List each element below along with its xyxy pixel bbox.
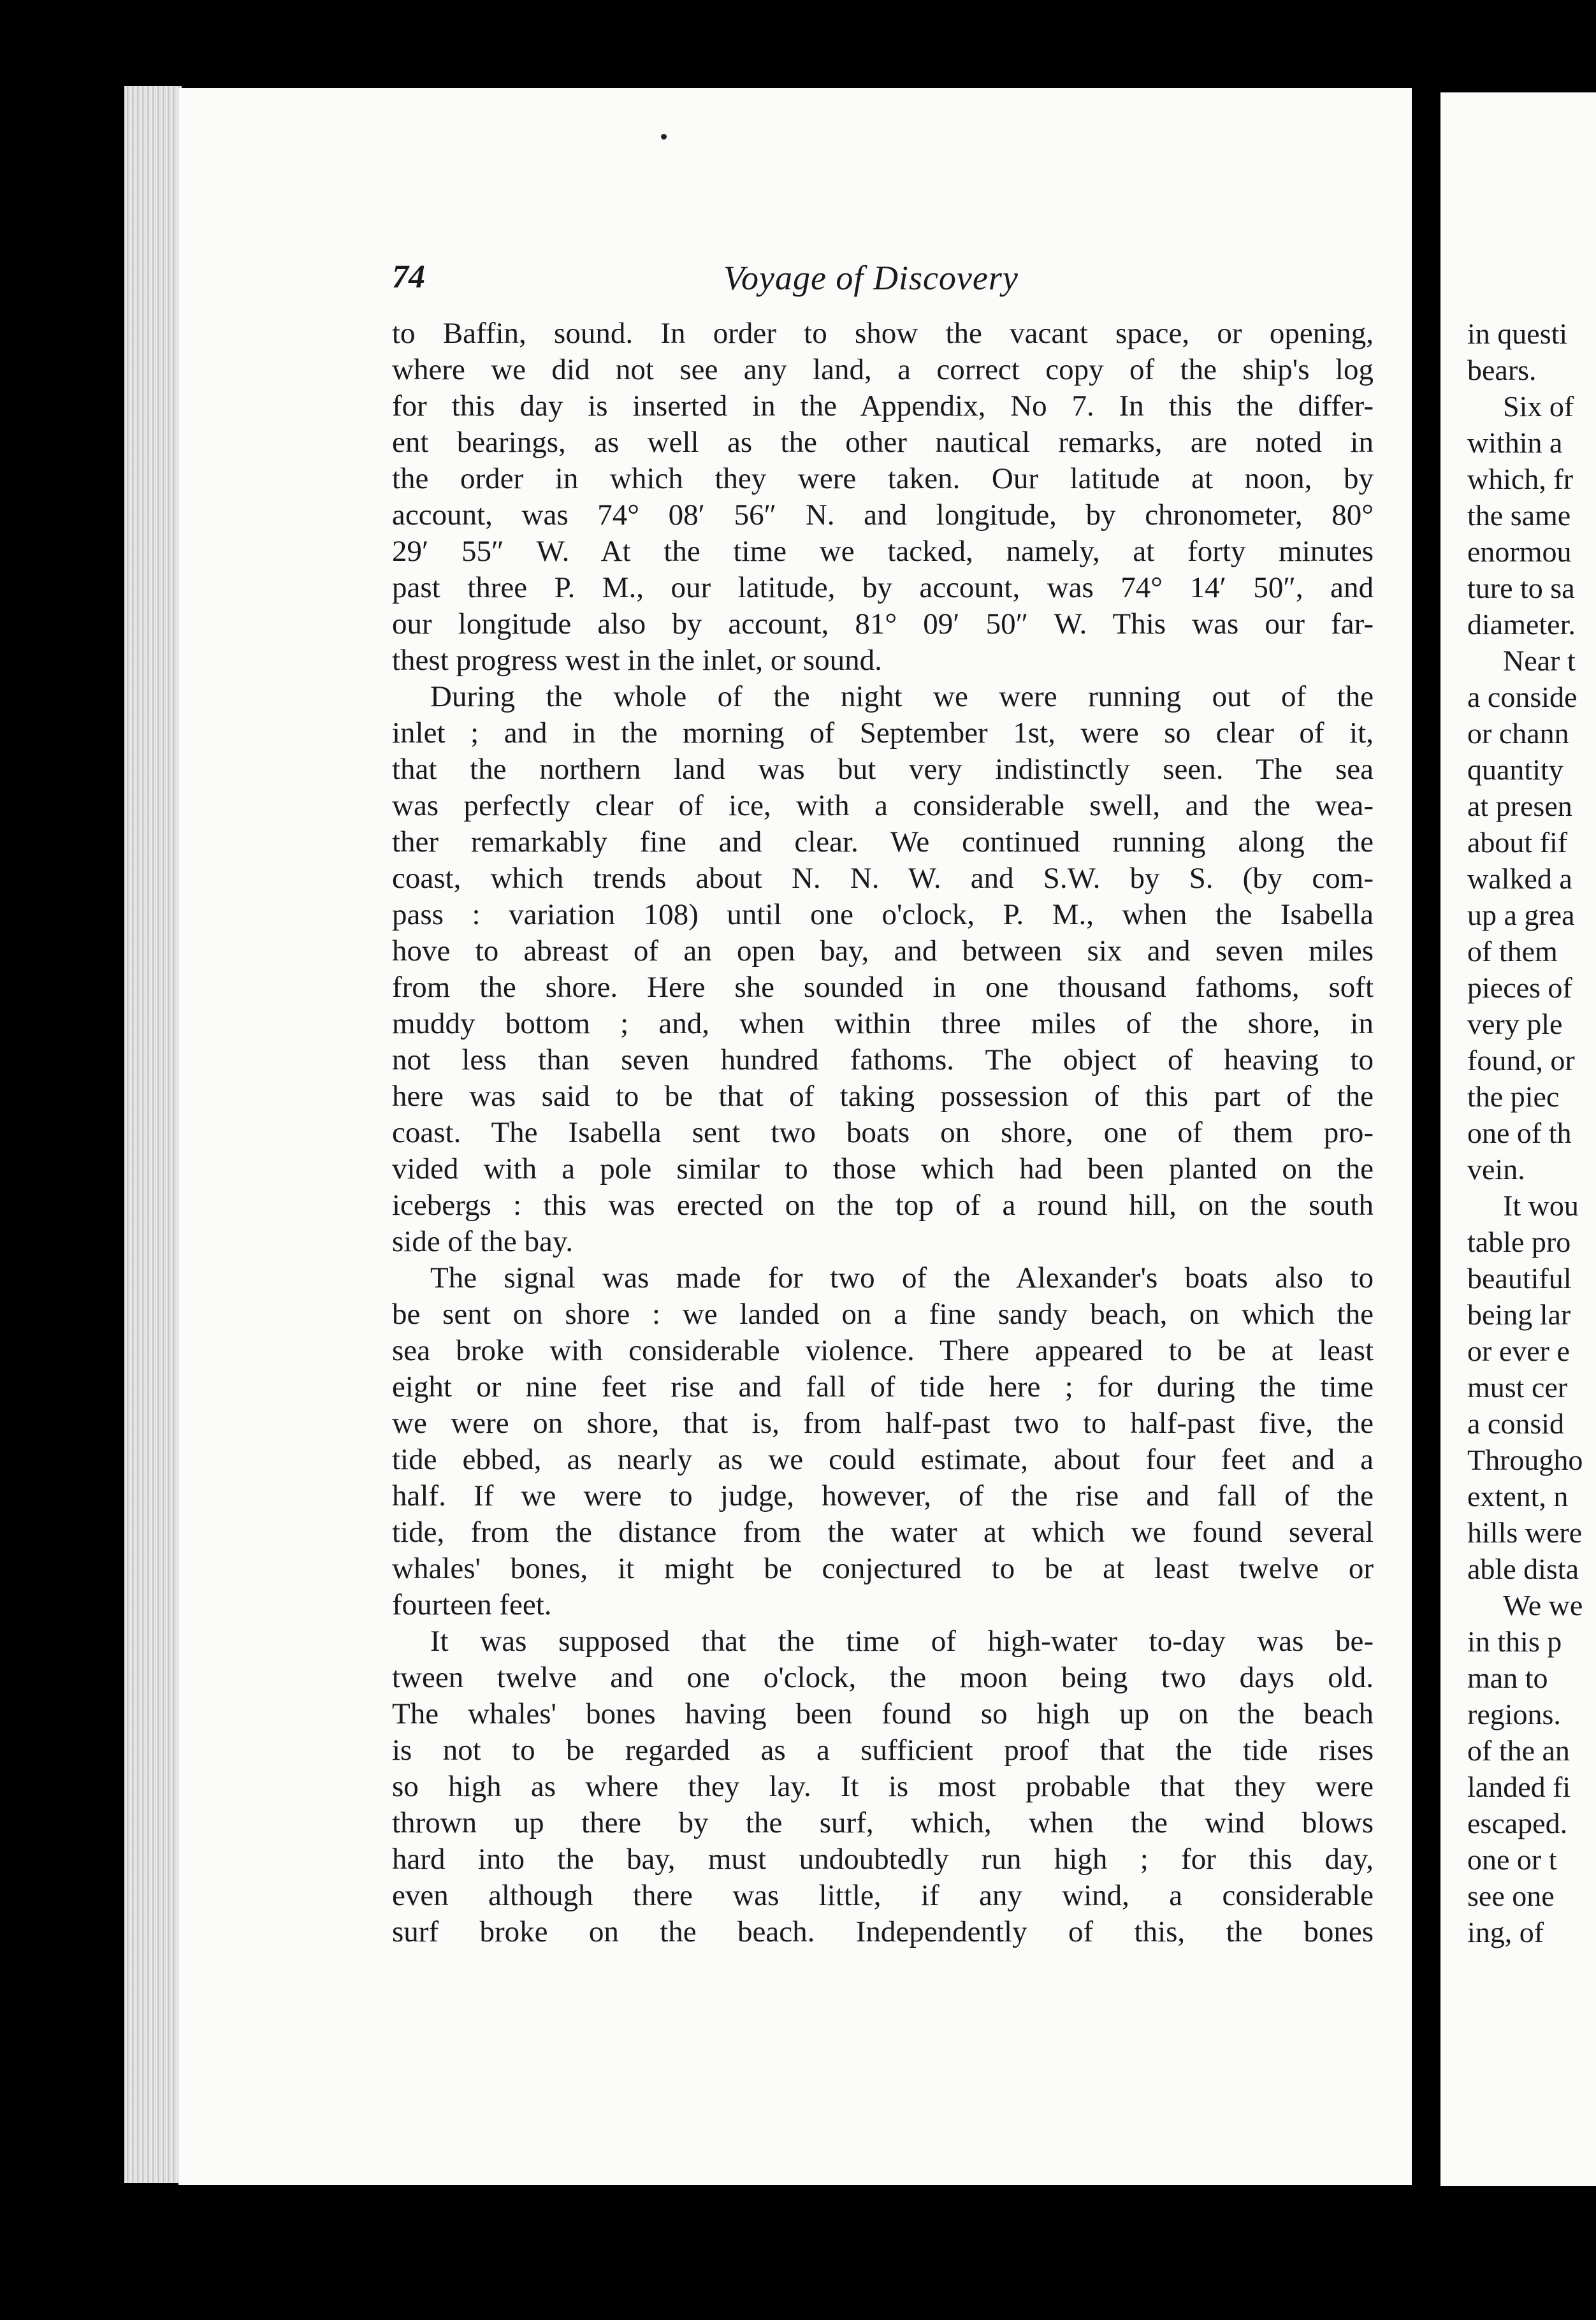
running-head: Voyage of Discovery (723, 259, 1019, 297)
text-line: was perfectly clear of ice, with a considerable swell, and the wea- (392, 789, 1374, 822)
text-line: ent bearings, as well as the other nautical remarks, are noted in (392, 426, 1374, 459)
text-line: found, or (1467, 1044, 1575, 1077)
text-line: hard into the bay, must undoubtedly run high ; for this day, (392, 1843, 1374, 1876)
text-line: It wou (1503, 1189, 1579, 1222)
text-line: hills were (1467, 1516, 1583, 1549)
text-line: in questi (1467, 317, 1568, 350)
text-line: Six of (1503, 390, 1574, 423)
text-line: surf broke on the beach. Independently of this, the bones (392, 1915, 1374, 1948)
text-line: icebergs : this was erected on the top of a round hill, on the south (392, 1189, 1374, 1222)
text-line: the piec (1467, 1080, 1560, 1113)
text-line: 29′ 55″ W. At the time we tacked, namely, at forty minutes (392, 535, 1374, 568)
book-gutter (1412, 96, 1440, 2193)
text-line: We we (1503, 1589, 1583, 1621)
text-line: During the whole of the night we were running out of the (430, 680, 1374, 713)
text-line: landed fi (1467, 1771, 1571, 1803)
text-line: or chann (1467, 717, 1569, 750)
text-line: of them (1467, 935, 1558, 968)
text-line: one or t (1467, 1843, 1557, 1876)
text-line: hove to abreast of an open bay, and between six and seven miles (392, 934, 1374, 968)
text-line: within a (1467, 426, 1563, 459)
text-line: Near t (1503, 644, 1576, 677)
text-line: tide, from the distance from the water at which we found several (392, 1516, 1374, 1549)
right-page-body (1467, 315, 1596, 1950)
page-header (392, 258, 1374, 303)
text-line: table pro (1467, 1226, 1571, 1258)
text-line: vein. (1467, 1153, 1525, 1185)
text-line: our longitude also by account, 81° 09′ 50″ W. This was our far- (392, 607, 1374, 641)
text-line: regions. (1467, 1698, 1561, 1730)
text-line: even although there was little, if any wind, a considerable (392, 1879, 1374, 1912)
text-line: of the an (1467, 1734, 1570, 1767)
text-line: here was said to be that of taking possession of this part of the (392, 1080, 1374, 1113)
text-line: diameter. (1467, 608, 1576, 641)
text-line: we were on shore, that is, from half-past two to half-past five, the (392, 1407, 1374, 1440)
text-line: about fif (1467, 826, 1568, 859)
text-line: not less than seven hundred fathoms. The object of heaving to (392, 1043, 1374, 1077)
text-line: so high as where they lay. It is most probable that they were (392, 1770, 1374, 1803)
text-line: It was supposed that the time of high-water to-day was be- (430, 1625, 1374, 1658)
text-line: ther remarkably fine and clear. We continued running along the (392, 825, 1374, 859)
text-line: fourteen feet. (392, 1588, 552, 1621)
ink-speck (661, 134, 667, 140)
text-line: for this day is inserted in the Appendix, No 7. In this the differ- (392, 389, 1374, 423)
text-line: coast. The Isabella sent two boats on shore, one of them pro- (392, 1116, 1374, 1149)
text-line: enormou (1467, 535, 1572, 568)
text-line: muddy bottom ; and, when within three miles of the shore, in (392, 1007, 1374, 1040)
text-line: to Baffin, sound. In order to show the vacant space, or opening, (392, 317, 1374, 350)
text-line: inlet ; and in the morning of September 1st, were so clear of it, (392, 716, 1374, 750)
text-line: a conside (1467, 681, 1578, 713)
text-line: which, fr (1467, 463, 1574, 495)
text-line: thest progress west in the inlet, or sound. (392, 644, 882, 677)
text-line: thrown up there by the surf, which, when the wind blows (392, 1806, 1374, 1839)
left-page-body (392, 315, 1374, 1950)
text-line: half. If we were to judge, however, of the rise and fall of the (392, 1479, 1374, 1512)
text-line: extent, n (1467, 1480, 1569, 1512)
text-line: tide ebbed, as nearly as we could estimate, about four feet and a (392, 1443, 1374, 1476)
text-line: quantity (1467, 753, 1563, 786)
text-line: The whales' bones having been found so high up on the beach (392, 1697, 1374, 1730)
text-line: one of th (1467, 1117, 1572, 1149)
text-line: Througho (1467, 1444, 1583, 1476)
text-line: be sent on shore : we landed on a fine sandy beach, on which the (392, 1298, 1374, 1331)
text-line: ture to sa (1467, 572, 1575, 604)
scan-border (0, 2186, 1596, 2320)
text-line: or ever e (1467, 1335, 1570, 1367)
text-line: walked a (1467, 862, 1572, 895)
text-line: tween twelve and one o'clock, the moon being two days old. (392, 1661, 1374, 1694)
text-line: beautiful (1467, 1262, 1572, 1294)
text-line: see one (1467, 1880, 1555, 1912)
page-number: 74 (392, 259, 425, 295)
text-line: up a grea (1467, 899, 1575, 931)
text-line: being lar (1467, 1298, 1571, 1331)
text-line: from the shore. Here she sounded in one thousand fathoms, soft (392, 971, 1374, 1004)
text-line: ing, of (1467, 1916, 1544, 1948)
text-line: bears. (1467, 354, 1537, 386)
text-line: able dista (1467, 1553, 1579, 1585)
text-line: vided with a pole similar to those which had been planted on the (392, 1152, 1374, 1185)
text-line: escaped. (1467, 1807, 1568, 1839)
text-line: past three P. M., our latitude, by account, was 74° 14′ 50″, and (392, 571, 1374, 604)
text-line: in this p (1467, 1625, 1562, 1658)
text-line: pieces of (1467, 971, 1572, 1004)
text-line: account, was 74° 08′ 56″ N. and longitude, by chronometer, 80° (392, 498, 1374, 532)
text-line: that the northern land was but very indistinctly seen. The sea (392, 753, 1374, 786)
book-page-edges (124, 86, 182, 2183)
text-line: a consid (1467, 1407, 1565, 1440)
text-line: The signal was made for two of the Alexander's boats also to (430, 1261, 1374, 1294)
text-line: the order in which they were taken. Our latitude at noon, by (392, 462, 1374, 495)
text-line: pass : variation 108) until one o'clock, P. M., when the Isabella (392, 898, 1374, 931)
text-line: side of the bay. (392, 1225, 574, 1258)
text-line: eight or nine feet rise and fall of tide here ; for during the time (392, 1370, 1374, 1403)
text-line: where we did not see any land, a correct copy of the ship's log (392, 353, 1374, 386)
text-line: sea broke with considerable violence. There appeared to be at least (392, 1334, 1374, 1367)
text-line: whales' bones, it might be conjectured to be at least twelve or (392, 1552, 1374, 1585)
text-line: coast, which trends about N. N. W. and S.W. by S. (by com- (392, 862, 1374, 895)
text-line: at presen (1467, 790, 1572, 822)
text-line: very ple (1467, 1008, 1563, 1040)
text-line: man to (1467, 1662, 1548, 1694)
text-line: must cer (1467, 1371, 1568, 1403)
text-line: is not to be regarded as a sufficient proof that the tide rises (392, 1734, 1374, 1767)
text-line: the same (1467, 499, 1571, 532)
